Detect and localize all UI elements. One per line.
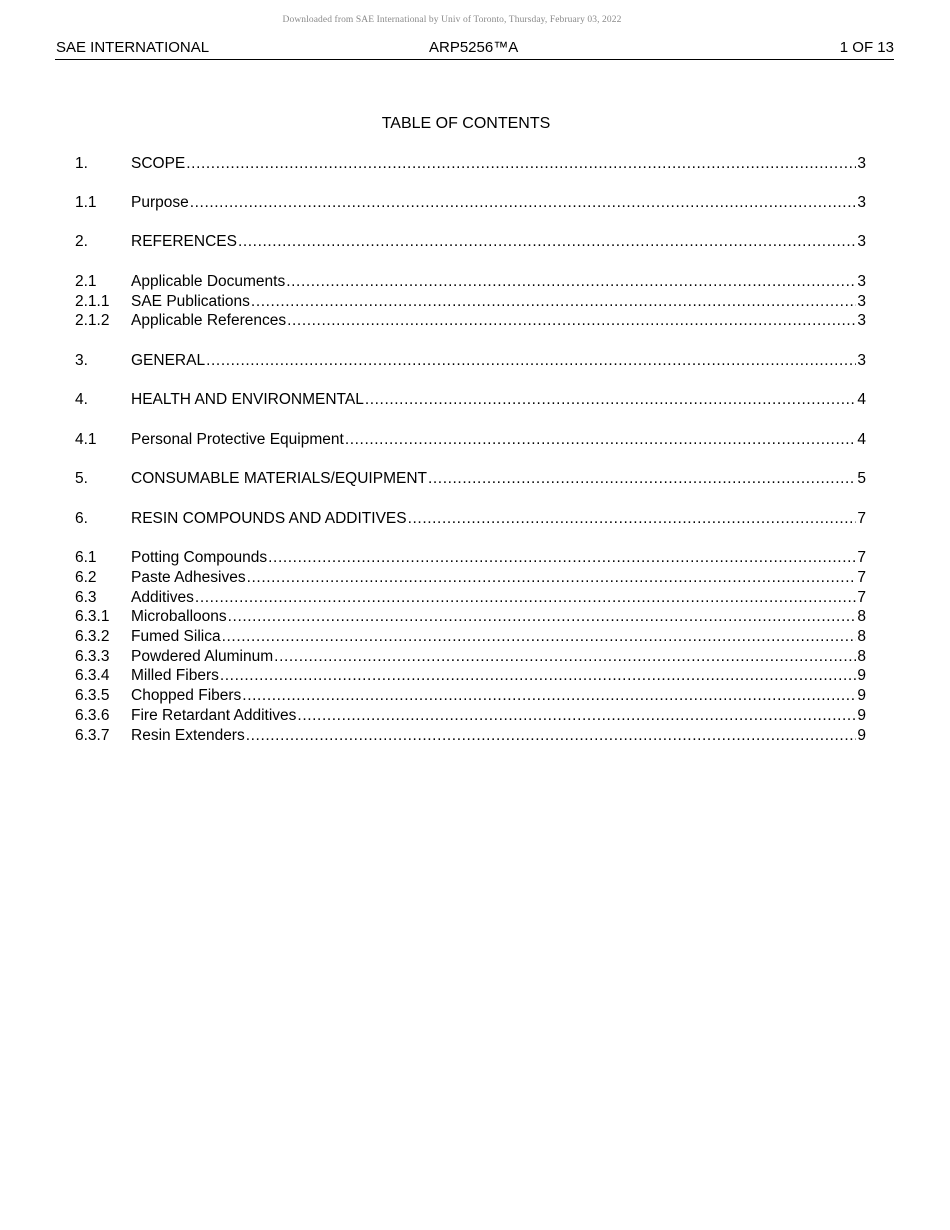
toc-dot-leader xyxy=(247,568,857,588)
toc-entry-page: 8 xyxy=(857,648,866,665)
toc-entry[interactable] xyxy=(75,548,866,568)
toc-entry[interactable] xyxy=(75,686,866,706)
toc-entry-title: Additives xyxy=(131,589,194,606)
toc-entry[interactable] xyxy=(75,430,866,450)
toc-dot-leader xyxy=(206,351,856,371)
toc-entry-page: 9 xyxy=(857,707,866,724)
toc-entry-page: 7 xyxy=(857,569,866,586)
toc-entry-number: 6.3.3 xyxy=(75,648,110,665)
toc-entry-number: 6.3.5 xyxy=(75,687,110,704)
toc-dot-leader xyxy=(222,627,857,647)
toc-entry-page: 9 xyxy=(857,727,866,744)
toc-entry-page: 9 xyxy=(857,667,866,684)
toc-dot-leader xyxy=(365,390,857,410)
toc-entry-page: 3 xyxy=(857,293,866,310)
toc-title: TABLE OF CONTENTS xyxy=(381,115,551,132)
toc-dot-leader xyxy=(297,706,856,726)
toc-entry-number: 1. xyxy=(75,155,88,172)
toc-entry-title: REFERENCES xyxy=(131,233,237,250)
toc-dot-leader xyxy=(238,232,856,252)
toc-entry[interactable] xyxy=(75,292,866,312)
toc-entry[interactable] xyxy=(75,351,866,371)
toc-entry-page: 3 xyxy=(857,273,866,290)
toc-dot-leader xyxy=(408,509,857,529)
toc-entry-number: 6.3.4 xyxy=(75,667,110,684)
toc-entry-title: Applicable References xyxy=(131,312,287,329)
toc-entry[interactable] xyxy=(75,311,866,331)
toc-entry[interactable] xyxy=(75,588,866,608)
toc-entry-page: 7 xyxy=(857,510,866,527)
toc-entry[interactable] xyxy=(75,666,866,686)
toc-entry-title: Potting Compounds xyxy=(131,549,268,566)
toc-entry-page: 7 xyxy=(857,549,866,566)
toc-entry-number: 2.1.1 xyxy=(75,293,110,310)
toc-entry-number: 6. xyxy=(75,510,88,527)
toc-dot-leader xyxy=(186,154,856,174)
toc-entry-number: 6.3.1 xyxy=(75,608,110,625)
toc-entry-title: Resin Extenders xyxy=(131,727,245,744)
toc-entry-page: 3 xyxy=(857,352,866,369)
toc-entry[interactable] xyxy=(75,193,866,213)
toc-entry-page: 8 xyxy=(857,608,866,625)
toc-entry-title: SAE Publications xyxy=(131,293,250,310)
toc-entry-title: Fumed Silica xyxy=(131,628,221,645)
toc-entry-page: 3 xyxy=(857,194,866,211)
toc-entry[interactable] xyxy=(75,706,866,726)
toc-entry[interactable] xyxy=(75,627,866,647)
toc-entry-title: Milled Fibers xyxy=(131,667,219,684)
toc-entry-title: SCOPE xyxy=(131,155,186,172)
toc-entry[interactable] xyxy=(75,469,866,489)
toc-entry[interactable] xyxy=(75,272,866,292)
toc-entry-page: 4 xyxy=(857,431,866,448)
toc-entry-number: 1.1 xyxy=(75,194,97,211)
toc-entry-page: 3 xyxy=(857,233,866,250)
toc-entry[interactable] xyxy=(75,154,866,174)
toc-entry-title: Microballoons xyxy=(131,608,227,625)
toc-dot-leader xyxy=(251,292,856,312)
header-page-count: 1 OF 13 xyxy=(839,39,894,56)
toc-entry-title: RESIN COMPOUNDS AND ADDITIVES xyxy=(131,510,407,527)
toc-entry-number: 6.2 xyxy=(75,569,97,586)
toc-entry-title: Chopped Fibers xyxy=(131,687,242,704)
toc-entry-page: 8 xyxy=(857,628,866,645)
toc-entry-page: 5 xyxy=(857,470,866,487)
toc-dot-leader xyxy=(220,666,857,686)
toc-entry-title: Personal Protective Equipment xyxy=(131,431,344,448)
toc-entry-title: Applicable Documents xyxy=(131,273,286,290)
toc-entry-page: 3 xyxy=(857,312,866,329)
toc-entry-page: 4 xyxy=(857,391,866,408)
toc-entry[interactable] xyxy=(75,232,866,252)
toc-entry[interactable] xyxy=(75,647,866,667)
toc-entry-number: 2.1 xyxy=(75,273,97,290)
toc-entry-number: 3. xyxy=(75,352,88,369)
toc-entry-number: 4. xyxy=(75,391,88,408)
toc-entry-title: HEALTH AND ENVIRONMENTAL xyxy=(131,391,364,408)
toc-entry-title: Powdered Aluminum xyxy=(131,648,274,665)
toc-entry-title: Fire Retardant Additives xyxy=(131,707,297,724)
toc-entry-number: 2. xyxy=(75,233,88,250)
toc-entry-number: 5. xyxy=(75,470,88,487)
toc-entry[interactable] xyxy=(75,607,866,627)
toc-entry-number: 2.1.2 xyxy=(75,312,110,329)
toc-dot-leader xyxy=(195,588,856,608)
toc-dot-leader xyxy=(190,193,857,213)
header-document-id: ARP5256™A xyxy=(429,39,519,56)
toc-entry[interactable] xyxy=(75,509,866,529)
header-organization: SAE INTERNATIONAL xyxy=(56,39,210,56)
toc-dot-leader xyxy=(242,686,856,706)
toc-entry[interactable] xyxy=(75,568,866,588)
toc-dot-leader xyxy=(428,469,856,489)
toc-entry-number: 6.3 xyxy=(75,589,97,606)
toc-entry-number: 6.1 xyxy=(75,549,97,566)
toc-entry-page: 9 xyxy=(857,687,866,704)
toc-dot-leader xyxy=(246,726,857,746)
toc-entry-title: CONSUMABLE MATERIALS/EQUIPMENT xyxy=(131,470,427,487)
page-header xyxy=(55,38,894,60)
toc-dot-leader xyxy=(274,647,856,667)
toc-entry-title: Paste Adhesives xyxy=(131,569,246,586)
toc-entry[interactable] xyxy=(75,726,866,746)
toc-entry[interactable] xyxy=(75,390,866,410)
toc-dot-leader xyxy=(287,311,856,331)
toc-entry-title: Purpose xyxy=(131,194,189,211)
toc-dot-leader xyxy=(345,430,857,450)
toc-dot-leader xyxy=(286,272,856,292)
toc-entry-page: 7 xyxy=(857,589,866,606)
toc-entry-number: 6.3.2 xyxy=(75,628,110,645)
toc-dot-leader xyxy=(268,548,856,568)
toc-entry-number: 6.3.6 xyxy=(75,707,110,724)
download-watermark: Downloaded from SAE International by Univ of Toronto, Thursday, February 03, 2022 xyxy=(282,15,622,25)
toc-entry-page: 3 xyxy=(857,155,866,172)
toc-entry-title: GENERAL xyxy=(131,352,206,369)
toc-dot-leader xyxy=(228,607,857,627)
toc-entry-number: 6.3.7 xyxy=(75,727,110,744)
toc-entry-number: 4.1 xyxy=(75,431,97,448)
